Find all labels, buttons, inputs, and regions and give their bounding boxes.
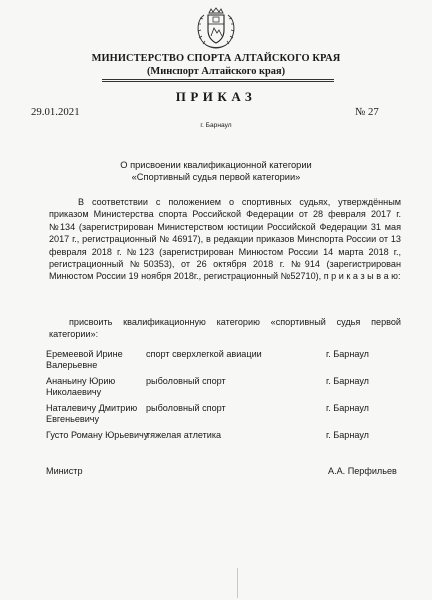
judge-name: Густо Роману Юрьевичу <box>46 430 149 440</box>
header-rule-bottom <box>102 81 334 82</box>
judge-city: г. Барнаул <box>326 430 369 440</box>
scan-margin-mark <box>237 568 238 598</box>
judge-name: Наталевичу Дмитрию Евгеньевичу <box>46 403 138 425</box>
judge-city: г. Барнаул <box>326 376 369 386</box>
order-assignment <box>49 316 401 341</box>
coat-of-arms-icon <box>193 6 239 50</box>
judge-sport: рыболовный спорт <box>146 403 226 413</box>
order-city: г. Барнаул <box>200 122 232 129</box>
judge-sport: тяжелая атлетика <box>146 430 222 440</box>
judge-city: г. Барнаул <box>326 349 369 359</box>
judge-sport: рыболовный спорт <box>146 376 226 386</box>
judges-list <box>46 349 416 457</box>
judge-row <box>46 430 416 457</box>
subject-line: О присвоении квалификационной категории <box>120 160 312 170</box>
judge-row <box>46 376 416 403</box>
order-preamble <box>49 196 401 283</box>
ministry-title: МИНИСТЕРСТВО СПОРТА АЛТАЙСКОГО КРАЯ <box>91 53 341 64</box>
judge-name: Ананьину Юрию Николаевичу <box>46 376 116 398</box>
header-rule-top <box>102 79 334 80</box>
ministry-short-name: (Минспорт Алтайского края) <box>146 66 286 77</box>
preamble-paragraph: В соответствии с положением о спортивных судьях, утверждённым приказом Министерства спорта Российской Федерации от 28 февраля 2017 г. №134 (зарегистрирован Министерством юстиции Российской Федерации 31 мая 2017 г., регистрационный № 46917), в редакции приказов Минспорта России от 13 февраля 2018 г. №123 (зарегистрирован Минюстом России 14 марта 2018 г., регистрационный №50353), от 26 октября 2018 г. №914 (зарегистрирован Минюстом России 19 ноября 2018г., регистрационный №52710), п р и к а з ы в а ю: <box>49 197 401 282</box>
judge-row <box>46 349 416 376</box>
order-subject <box>0 159 432 183</box>
judge-row <box>46 403 416 430</box>
signatory-position: Министр <box>46 466 83 476</box>
subject-line: «Спортивный судья первой категории» <box>131 172 301 182</box>
order-date: 29.01.2021 <box>31 106 80 118</box>
assignment-paragraph: присвоить квалификационную категорию «спортивный судья первой категории»: <box>49 317 401 340</box>
judge-city: г. Барнаул <box>326 403 369 413</box>
judge-name: Еремеевой Ирине Валерьевне <box>46 349 123 371</box>
order-title: ПРИКАЗ <box>175 89 257 104</box>
order-number: № 27 <box>355 106 379 118</box>
signatory-name: А.А. Перфильев <box>328 466 397 476</box>
judge-sport: спорт сверхлегкой авиации <box>146 349 262 359</box>
